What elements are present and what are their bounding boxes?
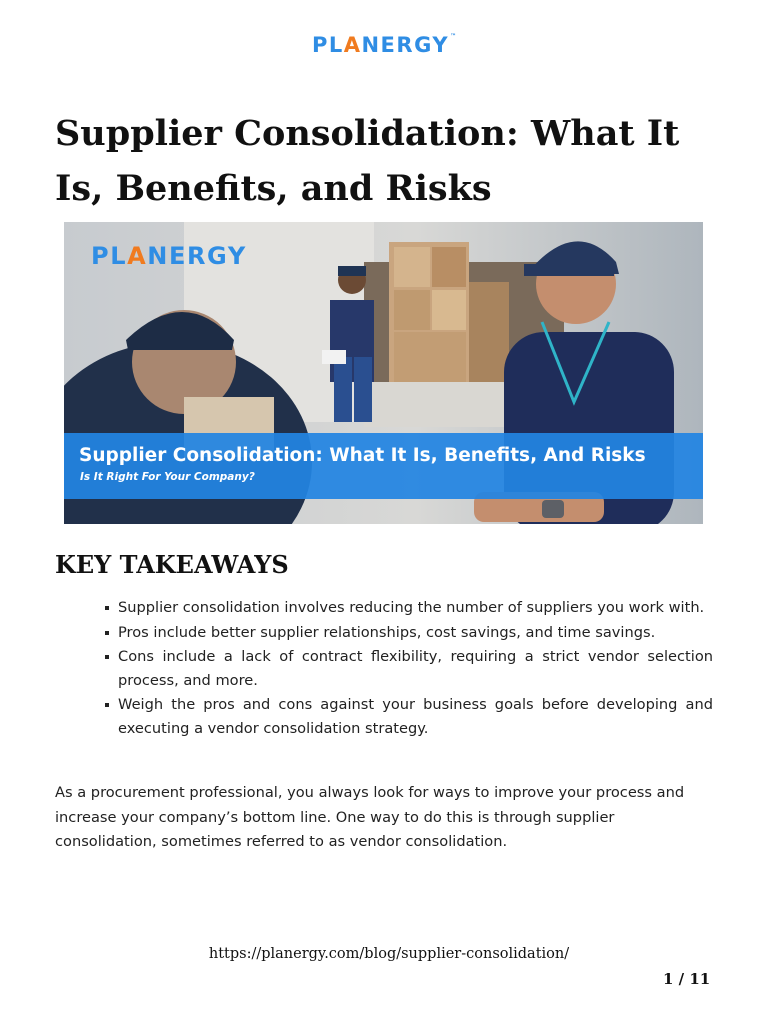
planergy-logo [0,33,768,57]
hero-image [64,222,703,524]
hero-banner-title: Supplier Consolidation: What It Is, Benefits, And Risks [79,445,646,466]
intro-paragraph: As a procurement professional, you always look for ways to improve your process and increase your company’s bottom line. One way to do this is through supplier consolidation, sometimes referred to as vendor consolidation. [55,784,685,850]
logo-accent-letter: A [343,33,362,57]
article-title: Supplier Consolidation: What It Is, Benefits, and Risks [55,113,680,209]
hero-logo-accent-letter: A [127,242,148,270]
key-takeaways-heading: KEY TAKEAWAYS [55,550,289,579]
logo-trademark: ™ [450,33,457,40]
logo-text-end: NERGY [361,33,450,57]
hero-logo-text-start: PL [91,242,128,270]
list-item: Cons include a lack of contract flexibility, requiring a strict vendor selection process, and more. [104,645,713,692]
page-url[interactable]: https://planergy.com/blog/supplier-consolidation/ [208,946,570,962]
hero-logo [91,242,247,270]
list-item: Pros include better supplier relationships, cost savings, and time savings. [104,621,713,645]
page-number: 1 / 11 [663,970,711,988]
hero-banner [64,433,703,499]
key-takeaways-list [104,596,713,741]
hero-banner-subtitle: Is It Right For Your Company? [80,471,255,483]
list-item: Supplier consolidation involves reducing the number of suppliers you work with. [104,596,713,620]
hero-logo-text-end: NERGY [147,242,247,270]
list-item: Weigh the pros and cons against your business goals before developing and executing a vendor consolidation strategy. [104,693,713,740]
logo-text-start: PL [311,33,344,57]
